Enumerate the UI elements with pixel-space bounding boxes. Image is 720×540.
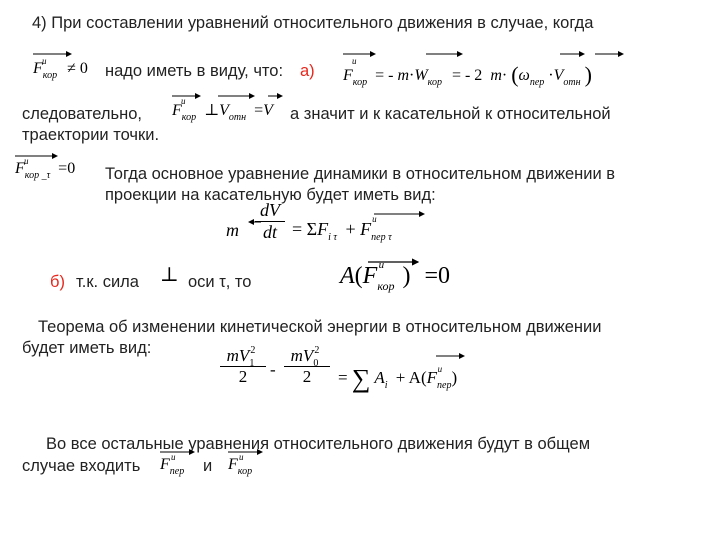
- formula-subscript: кор: [181, 112, 197, 123]
- formula-f-kor: [362, 259, 385, 289]
- formula-symbol: A: [340, 263, 355, 289]
- formula-symbol: F: [160, 456, 170, 473]
- formula-operator: ·: [501, 67, 508, 84]
- paragraph-2-line2: траектории точки.: [22, 126, 160, 144]
- formula-f-per: [360, 214, 377, 239]
- formula-subscript: пер τ: [371, 232, 392, 243]
- formula-f-kor-end: [228, 452, 253, 477]
- formula-operator: +: [345, 219, 356, 239]
- formula-superscript: 2: [314, 345, 320, 356]
- formula-superscript: и: [378, 259, 385, 271]
- formula-superscript: и: [437, 364, 443, 374]
- vector-arrow: [172, 92, 202, 100]
- formula-subscript: кор: [377, 279, 395, 293]
- formula-operator: = -: [375, 67, 394, 84]
- formula-operator: = Σ: [292, 219, 318, 239]
- formula-dynamics-m: m: [226, 220, 239, 240]
- fraction-numerator: [284, 345, 330, 369]
- formula-subscript: отн: [228, 112, 247, 123]
- paragraph-4-text1: т.к. сила: [76, 273, 139, 291]
- formula-fkor-ne-zero: [33, 56, 88, 81]
- formula-superscript: и: [181, 96, 186, 106]
- formula-subscript: отн: [563, 77, 581, 88]
- formula-subscript: кор: [237, 466, 253, 477]
- formula-symbol: ω: [518, 67, 530, 84]
- formula-paren: (: [354, 263, 363, 289]
- vector-arrow: [595, 50, 625, 58]
- formula-subscript: пер: [169, 466, 185, 477]
- formula-symbol: F: [172, 102, 182, 119]
- perpendicular-symbol: ⊥: [204, 102, 220, 119]
- paragraph-2-prefix: следовательно,: [22, 105, 142, 123]
- vector-arrow: [15, 152, 59, 160]
- formula-subscript: 0: [313, 358, 319, 369]
- vector-arrow: [426, 50, 464, 58]
- formula-perp-v: [172, 96, 273, 123]
- perpendicular-symbol: ⊥: [160, 264, 179, 286]
- formula-subscript: 1: [249, 358, 255, 369]
- formula-symbol: F: [15, 160, 25, 177]
- formula-operator: =: [338, 368, 348, 387]
- formula-superscript: и: [239, 452, 244, 462]
- formula-work-zero: [340, 259, 451, 293]
- formula-symbol: V: [263, 102, 273, 119]
- formula-symbol: V: [553, 67, 564, 84]
- formula-superscript: и: [24, 156, 29, 166]
- formula-subscript: i: [384, 380, 388, 391]
- formula-subscript: кор: [427, 77, 442, 88]
- formula-superscript: и: [42, 56, 47, 66]
- vector-arrow: [374, 210, 426, 218]
- vector-arrow: [218, 92, 256, 100]
- formula-operator: -: [270, 360, 276, 379]
- formula-subscript: кор: [352, 77, 368, 88]
- formula-operator: =: [58, 160, 68, 177]
- formula-operator: ≠: [67, 60, 76, 77]
- fraction-denominator: dt: [262, 222, 277, 242]
- formula-paren: ): [451, 368, 458, 387]
- formula-f-per-end: [160, 452, 185, 477]
- paragraph-1-line: 4) При составлении уравнений относительного движения в случае, когда: [32, 14, 594, 32]
- formula-symbol: F: [426, 368, 437, 387]
- fraction-numerator: [220, 345, 266, 369]
- paragraph-5-line2: будет иметь вид:: [22, 339, 152, 357]
- energy-fraction-1: [220, 346, 266, 387]
- formula-superscript: и: [372, 214, 377, 224]
- formula-operator: =: [424, 263, 439, 289]
- formula-paren: (: [511, 62, 519, 87]
- sum-symbol: ∑: [351, 364, 371, 393]
- vector-arrow: [228, 448, 264, 456]
- formula-fkor-tau: [15, 156, 76, 181]
- fraction-denominator: 2: [302, 367, 312, 386]
- formula-superscript: и: [352, 56, 357, 66]
- formula-superscript: и: [171, 452, 176, 462]
- paragraph-6-line2-prefix: случае входить: [22, 457, 141, 475]
- energy-fraction-2: [284, 346, 330, 387]
- paragraph-1-need: надо иметь в виду, что:: [105, 62, 284, 80]
- paragraph-6-line1: Во все остальные уравнения относительного движения будут в общем: [46, 435, 591, 453]
- formula-subscript: пер: [437, 380, 452, 391]
- fraction-numerator: dV: [260, 200, 280, 220]
- formula-value: 0: [79, 60, 88, 77]
- formula-symbol: F: [362, 263, 378, 289]
- paragraph-2-suffix: а значит и к касательной к относительной: [290, 105, 611, 123]
- formula-f-per: [426, 364, 443, 387]
- marker-b: б): [50, 273, 65, 291]
- formula-symbol: A: [374, 368, 385, 387]
- formula-paren: ): [402, 263, 411, 289]
- paragraph-4-text2: оси τ, то: [188, 273, 252, 291]
- formula-symbol: W: [414, 67, 428, 84]
- vector-arrow: [268, 92, 284, 100]
- paragraph-6-and: и: [203, 457, 213, 475]
- formula-symbol: mV: [290, 346, 314, 365]
- paragraph-3-line2: проекции на касательную будет иметь вид:: [105, 186, 436, 204]
- formula-operator: ·: [548, 67, 554, 84]
- formula-symbol: m: [397, 67, 409, 84]
- vector-arrow: [160, 448, 196, 456]
- formula-symbol: F: [33, 60, 43, 77]
- vector-arrow: [436, 352, 466, 360]
- formula-operator: ·: [409, 67, 415, 84]
- formula-fkor-definition: [343, 56, 592, 88]
- formula-symbol: V: [219, 102, 229, 119]
- formula-operator: =: [254, 102, 264, 119]
- formula-subscript: i τ: [328, 232, 337, 243]
- fraction-denominator: 2: [238, 367, 248, 386]
- formula-subscript: пер: [529, 77, 545, 88]
- formula-symbol: F: [360, 219, 372, 239]
- vector-arrow: [33, 50, 73, 58]
- paragraph-3-line1: Тогда основное уравнение динамики в относительном движении в: [105, 165, 616, 183]
- formula-subscript: кор _τ: [24, 170, 51, 181]
- formula-operator: = - 2: [451, 67, 483, 84]
- formula-symbol: F: [228, 456, 238, 473]
- formula-symbol: F: [317, 219, 329, 239]
- formula-symbol: F: [343, 67, 353, 84]
- formula-energy-rhs: [338, 360, 458, 393]
- formula-operator: + A(: [395, 368, 427, 387]
- vector-arrow: [560, 50, 586, 58]
- formula-superscript: 2: [250, 345, 256, 356]
- formula-symbol: mV: [226, 346, 250, 365]
- formula-subscript: кор: [42, 70, 58, 81]
- formula-dynamics-fraction: [255, 200, 285, 243]
- marker-a: а): [300, 62, 315, 80]
- formula-symbol: m: [490, 67, 502, 84]
- paragraph-5-line1: Теорема об изменении кинетической энергии в относительном движении: [38, 318, 602, 336]
- formula-dynamics-rhs: [292, 214, 392, 243]
- formula-value: 0: [67, 160, 76, 177]
- vector-arrow: [343, 50, 377, 58]
- formula-paren: ): [584, 62, 592, 87]
- formula-value: 0: [438, 263, 451, 289]
